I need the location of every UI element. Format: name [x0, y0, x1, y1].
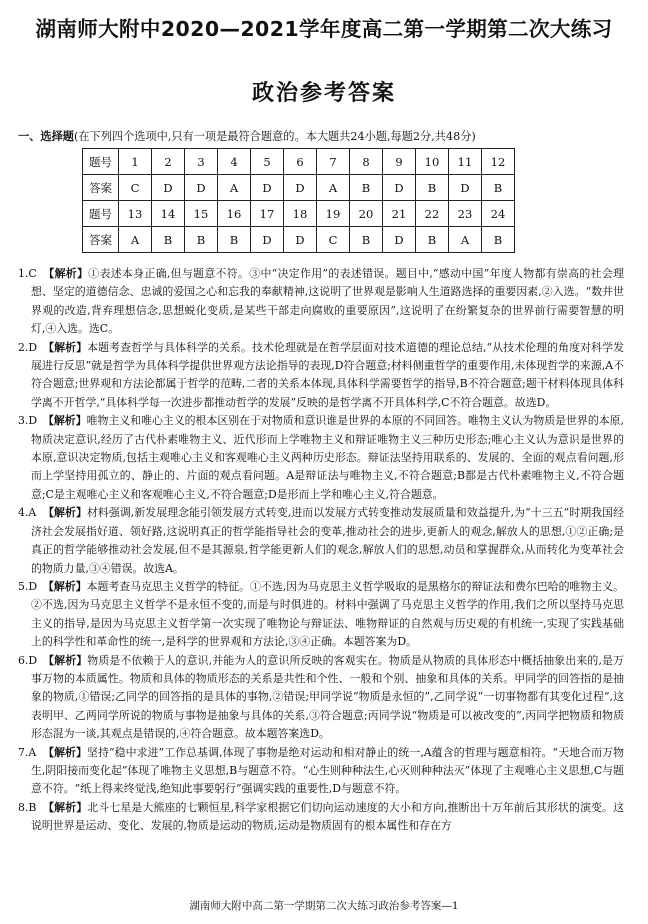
explanation-list — [18, 265, 624, 836]
row-label-answer: 答案 — [83, 227, 119, 253]
explanation-item — [18, 339, 624, 413]
answer-cell: D — [383, 175, 416, 201]
explanation-item — [18, 265, 624, 339]
question-number-row — [83, 149, 515, 175]
explanation-item — [18, 744, 624, 799]
explanation-item — [18, 799, 624, 836]
question-number-cell: 8 — [350, 149, 383, 175]
question-number-cell: 16 — [218, 201, 251, 227]
answer-table — [82, 148, 515, 253]
item-text: 材料强调,新发展理念能引领发展方式转变,进而以发展方式转变推动发展质量和效益提升,为“十三五”时期我国经济社会发展指好道、领好路,这说明真正的哲学能指导社会的变革,推动社会的进步,更新人的观念,解放人的思想,①②正确;是真正的哲学能够推动社会发展,但不是其源泉,哲学能更新人们的观念,解放人们的思想,动员和掌握群众,从而转化为变革社会的物质力量,③④错误。故选A。 — [31, 506, 624, 575]
question-number-row — [83, 201, 515, 227]
answer-cell: A — [119, 227, 152, 253]
analysis-tag: 【解析】 — [43, 579, 87, 593]
analysis-tag: 【解析】 — [43, 506, 87, 520]
explanation-item — [18, 412, 624, 504]
answer-cell: D — [185, 175, 218, 201]
analysis-tag: 【解析】 — [43, 653, 88, 667]
question-number-cell: 2 — [152, 149, 185, 175]
page-title: 湖南师大附中2020—2021学年度高二第一学期第二次大练习 — [35, 17, 613, 41]
question-number-cell: 20 — [350, 201, 383, 227]
answer-cell: A — [317, 175, 350, 201]
question-number-cell: 22 — [416, 201, 449, 227]
answer-cell: B — [350, 175, 383, 201]
answer-cell: D — [251, 227, 284, 253]
item-text: ①表述本身正确,但与题意不符。③中“决定作用”的表述错误。题目中,“感动中国”年度人物都有崇高的社会理想、坚定的道德信念、忠诚的爱国之心和忘我的奉献精神,这说明了世界观是影响人生道路选择的重要因素,②入选。“数并世界观的改造,背弃理想信念,思想蜕化变质,是某些干部走向腐败的重要原因”,这说明了在纷繁复杂的世界前行需要智慧的明灯,④入选。选C。 — [31, 267, 624, 336]
question-number-cell: 9 — [383, 149, 416, 175]
answer-cell: B — [416, 227, 449, 253]
item-number: 7.A — [18, 745, 37, 759]
question-number-cell: 6 — [284, 149, 317, 175]
question-number-cell: 7 — [317, 149, 350, 175]
page-subtitle: 政治参考答案 — [251, 81, 396, 106]
answer-cell: A — [449, 227, 482, 253]
item-number: 4.A — [18, 506, 37, 520]
question-number-cell: 23 — [449, 201, 482, 227]
row-label-question: 题号 — [83, 201, 119, 227]
question-number-cell: 5 — [251, 149, 284, 175]
question-number-cell: 24 — [482, 201, 515, 227]
analysis-tag: 【解析】 — [43, 745, 88, 759]
question-number-cell: 10 — [416, 149, 449, 175]
question-number-cell: 3 — [185, 149, 218, 175]
question-number-cell: 18 — [284, 201, 317, 227]
item-text: 物质是不依赖于人的意识,并能为人的意识所反映的客观实在。物质是从物质的具体形态中概括抽象出来的,是万事万物的本质属性。物质和具体的物质形态的关系是共性和个性、一般和个别、抽象和具体的关系。甲同学的回答指的是抽象的物质,①错误;乙同学的回答指的是具体的事物,②错误;甲同学说“物质是永恒的”,乙同学说“一切事物都有其变化过程”,这表明甲、乙两同学所说的物质与事物是抽象与具体的关系,③符合题意;丙同学说“物质是可以被改变的”,丙同学把物质和物质形态混为一谈,其观点是错误的,④符合题意。故本题答案选D。 — [31, 653, 624, 741]
question-number-cell: 14 — [152, 201, 185, 227]
explanation-item — [18, 652, 624, 744]
analysis-tag: 【解析】 — [43, 267, 89, 280]
answer-cell: B — [350, 227, 383, 253]
answer-cell: D — [284, 227, 317, 253]
answer-cell: D — [449, 175, 482, 201]
section-note: (在下列四个选项中,只有一项是最符合题意的。本大题共24小题,每题2分,共48分) — [73, 130, 476, 143]
question-number-cell: 15 — [185, 201, 218, 227]
explanation-item — [18, 578, 624, 652]
item-text: 唯物主义和唯心主义的根本区别在于对物质和意识谁是世界的本原的不同回答。唯物主义认为物质是世界的本原,物质决定意识,经历了古代朴素唯物主义、近代形而上学唯物主义和辩证唯物主义三种历史形态;唯心主义认为意识是世界的本原,意识决定物质,包括主观唯心主义和客观唯心主义两种历史形态。辩证法坚持用联系的、发展的、全面的观点看问题,形而上学坚持用孤立的、静止的、片面的观点看问题。A是辩证法与唯物主义,不符合题意;B都是古代朴素唯物主义,不符合题意;C是主观唯心主义和客观唯心主义,不符合题意;D是形而上学和唯心主义,符合题意。 — [31, 414, 624, 501]
question-number-cell: 13 — [119, 201, 152, 227]
analysis-tag: 【解析】 — [43, 414, 87, 428]
answer-cell: B — [482, 227, 515, 253]
question-number-cell: 1 — [119, 149, 152, 175]
section-heading — [18, 128, 476, 144]
analysis-tag: 【解析】 — [43, 800, 88, 814]
item-text: 坚持“稳中求进”工作总基调,体现了事物是绝对运动和相对静止的统一,A蕴含的哲理与题意相符。“天地合而万物生,阴阳接而变化起”体现了唯物主义思想,B与题意不符。“心生则种种法生,心灭则种种法灭”体现了主观唯心主义思想,C与题意不符。“纸上得来终觉浅,绝知此事要躬行”强调实践的重要性,D与题意不符。 — [31, 745, 624, 796]
answer-row — [83, 227, 515, 253]
answer-cell: D — [251, 175, 284, 201]
item-number: 8.B — [18, 800, 37, 814]
item-text: 北斗七星是大熊座的七颗恒星,科学家根据它们切向运动速度的大小和方向,推断出十万年前后其形状的演变。这说明世界是运动、变化、发展的,物质是运动的物质,运动是物质固有的根本属性和存在方 — [31, 800, 624, 833]
page-footer: 湖南师大附中高二第一学期第二次大练习政治参考答案—1 — [189, 900, 459, 912]
question-number-cell: 4 — [218, 149, 251, 175]
answer-cell: C — [317, 227, 350, 253]
item-number: 2.D — [18, 340, 38, 354]
row-label-answer: 答案 — [83, 175, 119, 201]
item-text: 本题考查马克思主义哲学的特征。①不选,因为马克思主义哲学吸取的是黑格尔的辩证法和费尔巴哈的唯物主义。②不选,因为马克思主义哲学不是永恒不变的,而是与时俱进的。材料中强调了马克思主义哲学的作用,我们之所以坚持马克思主义的指导,是因为马克思主义哲学第一次实现了唯物论与辩证法、唯物辩证的自然观与历史观的有机统一,实现了实践基础上的科学性和革命性的统一,是科学的世界观和方法论,③④正确。本题答案为D。 — [31, 579, 624, 649]
answer-cell: A — [218, 175, 251, 201]
answer-cell: B — [416, 175, 449, 201]
answer-cell: C — [119, 175, 152, 201]
item-text: 本题考查哲学与具体科学的关系。技术伦理就是在哲学层面对技术道德的理论总结,“从技术伦理的角度对科学发展进行反思”就是哲学为具体科学提供世界观方法论指导的表现,D符合题意;材料侧重哲学的重要作用,未体现哲学的来源,A不符合题意;世界观和方法论都属于哲学的范畴,二者的关系本体现,具体科学需要哲学的指导,B不符合题意;题干材料体现具体科学离不开哲学,“具体科学每一次进步都推动哲学的发展”反映的是哲学离不开具体科学,C不符合题意。故选D。 — [31, 340, 624, 409]
item-number: 6.D — [18, 653, 38, 667]
question-number-cell: 11 — [449, 149, 482, 175]
explanation-item — [18, 504, 624, 578]
analysis-tag: 【解析】 — [43, 340, 88, 354]
answer-cell: B — [152, 227, 185, 253]
answer-cell: D — [383, 227, 416, 253]
item-number: 1.C — [18, 267, 37, 280]
question-number-cell: 12 — [482, 149, 515, 175]
answer-cell: D — [284, 175, 317, 201]
question-number-cell: 17 — [251, 201, 284, 227]
answer-row — [83, 175, 515, 201]
answer-cell: B — [218, 227, 251, 253]
question-number-cell: 19 — [317, 201, 350, 227]
item-number: 3.D — [18, 414, 38, 428]
item-number: 5.D — [18, 579, 38, 593]
answer-cell: B — [482, 175, 515, 201]
answer-cell: B — [185, 227, 218, 253]
row-label-question: 题号 — [83, 149, 119, 175]
section-label: 一、选择题 — [18, 130, 74, 143]
question-number-cell: 21 — [383, 201, 416, 227]
answer-cell: D — [152, 175, 185, 201]
